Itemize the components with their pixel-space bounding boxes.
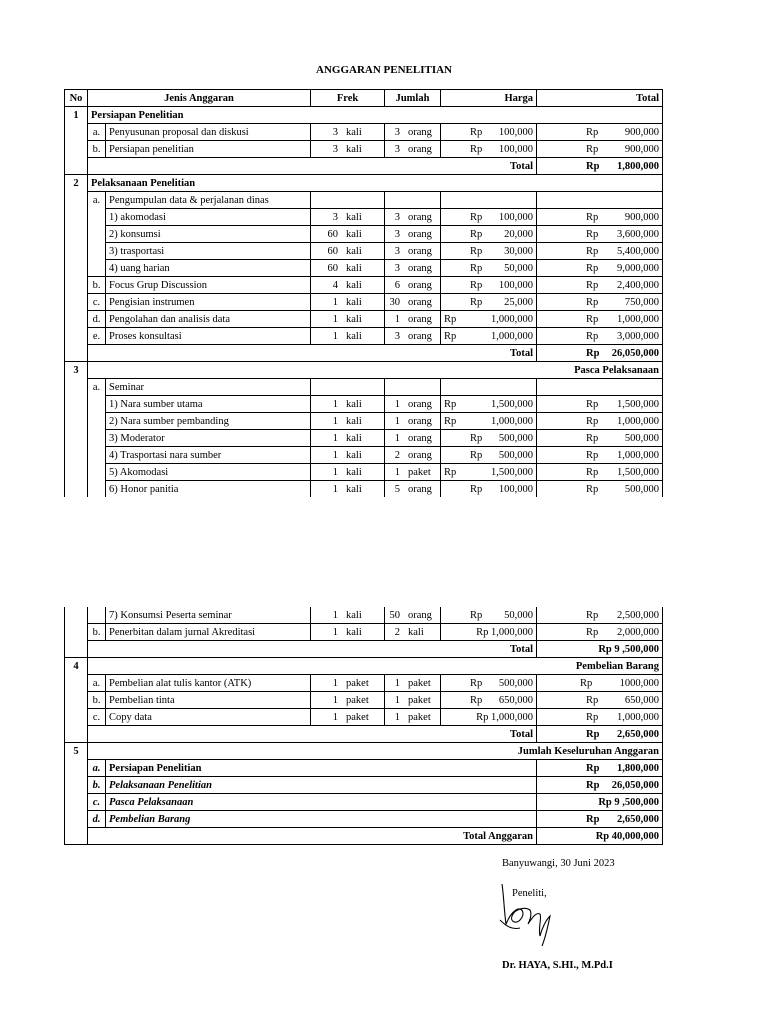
- row-harga: Rp 1,500,000: [441, 396, 537, 413]
- row-name: 4) uang harian: [106, 260, 311, 277]
- row-jumlah: 3 orang: [385, 243, 441, 260]
- row-jumlah: 3 orang: [385, 226, 441, 243]
- grand-total-value: Rp 40,000,000: [537, 828, 663, 845]
- budget-table-part-2: [64, 607, 663, 845]
- table-row: [65, 294, 663, 311]
- row-frek: 60 kali: [311, 260, 385, 277]
- row-letter: a.: [88, 675, 106, 692]
- row-name: Proses konsultasi: [106, 328, 311, 345]
- row-jumlah: 1 orang: [385, 396, 441, 413]
- table-row: [65, 243, 663, 260]
- table-row: [65, 413, 663, 430]
- section-5-title-row: [65, 743, 663, 760]
- row-harga: Rp 1,000,000: [441, 413, 537, 430]
- table-row: [65, 192, 663, 209]
- row-harga: Rp 100,000: [441, 141, 537, 158]
- table-header-row: [65, 90, 663, 107]
- document-title: ANGGARAN PENELITIAN: [316, 64, 452, 76]
- section-2-title-row: [65, 175, 663, 192]
- row-harga: Rp 1,000,000: [441, 311, 537, 328]
- row-name: Copy data: [106, 709, 311, 726]
- row-harga: Rp 500,000: [441, 675, 537, 692]
- header-jumlah: Jumlah: [385, 90, 441, 107]
- section-5-title: Jumlah Keseluruhan Anggaran: [88, 743, 663, 760]
- row-total: Rp 650,000: [537, 692, 663, 709]
- row-name: Pengumpulan data & perjalanan dinas: [106, 192, 311, 209]
- section-1-total-row: [65, 158, 663, 175]
- row-total: Rp 900,000: [537, 209, 663, 226]
- row-harga: Rp 100,000: [441, 209, 537, 226]
- header-no: No: [65, 90, 88, 107]
- row-harga: Rp 500,000: [441, 430, 537, 447]
- row-jumlah: 3 orang: [385, 260, 441, 277]
- section-2-no: 2: [65, 175, 88, 192]
- row-harga: Rp 1,000,000: [441, 709, 537, 726]
- row-name: 3) trasportasi: [106, 243, 311, 260]
- row-letter: b.: [88, 277, 106, 294]
- grand-total-row: [65, 828, 663, 845]
- row-harga: Rp 20,000: [441, 226, 537, 243]
- row-jumlah: 50 orang: [385, 607, 441, 624]
- row-jumlah: 2 orang: [385, 447, 441, 464]
- table-row: [65, 396, 663, 413]
- row-harga: Rp 50,000: [441, 607, 537, 624]
- row-total: Rp 900,000: [537, 124, 663, 141]
- section-2-total-row: [65, 345, 663, 362]
- row-jumlah: 1 paket: [385, 709, 441, 726]
- summary-row: [65, 777, 663, 794]
- row-frek: 1 kali: [311, 624, 385, 641]
- section-3-title: Pasca Pelaksanaan: [88, 362, 663, 379]
- section-3-no: 3: [65, 362, 88, 379]
- summary-row: [65, 760, 663, 777]
- row-jumlah: 3 orang: [385, 141, 441, 158]
- table-row: [65, 624, 663, 641]
- table-row: [65, 226, 663, 243]
- row-frek: 3 kali: [311, 141, 385, 158]
- table-row: [65, 328, 663, 345]
- section-1-title-row: [65, 107, 663, 124]
- signature-city-date: Banyuwangi, 30 Juni 2023: [502, 858, 615, 869]
- row-frek: 3 kali: [311, 209, 385, 226]
- row-letter: d.: [88, 811, 106, 828]
- row-harga: Rp 100,000: [441, 124, 537, 141]
- section-4-total-row: [65, 726, 663, 743]
- summary-row: [65, 794, 663, 811]
- row-name: Pembelian tinta: [106, 692, 311, 709]
- row-jumlah: 1 paket: [385, 675, 441, 692]
- section-3-title-row: [65, 362, 663, 379]
- row-name: Seminar: [106, 379, 311, 396]
- row-total: Rp 1,800,000: [537, 760, 663, 777]
- row-total: Rp 1,000,000: [537, 447, 663, 464]
- header-harga: Harga: [441, 90, 537, 107]
- row-harga: Rp 650,000: [441, 692, 537, 709]
- row-letter: c.: [88, 794, 106, 811]
- section-2-total: Rp 26,050,000: [537, 345, 663, 362]
- row-harga: Rp 1,000,000: [441, 624, 537, 641]
- budget-table-part-1: [64, 89, 663, 497]
- signature-role: Peneliti,: [512, 888, 547, 899]
- section-3-total: Rp 9 ,500,000: [537, 641, 663, 658]
- row-name: 2) Nara sumber pembanding: [106, 413, 311, 430]
- row-jumlah: 3 orang: [385, 328, 441, 345]
- row-jumlah: 1 paket: [385, 464, 441, 481]
- row-total: Rp 1,000,000: [537, 709, 663, 726]
- row-letter: b.: [88, 692, 106, 709]
- row-frek: 1 paket: [311, 692, 385, 709]
- table-row: [65, 481, 663, 498]
- row-name: Penerbitan dalam jurnal Akreditasi: [106, 624, 311, 641]
- section-5-no: 5: [65, 743, 88, 760]
- row-frek: 1 kali: [311, 413, 385, 430]
- row-total: Rp 2,400,000: [537, 277, 663, 294]
- row-jumlah: 1 orang: [385, 430, 441, 447]
- row-frek: 60 kali: [311, 243, 385, 260]
- section-2-title: Pelaksanaan Penelitian: [88, 175, 663, 192]
- table-row: [65, 277, 663, 294]
- row-total: Rp 9,000,000: [537, 260, 663, 277]
- row-name: 5) Akomodasi: [106, 464, 311, 481]
- row-name: Penyusunan proposal dan diskusi: [106, 124, 311, 141]
- table-row: [65, 260, 663, 277]
- section-1-no: 1: [65, 107, 88, 124]
- row-total: Rp 2,650,000: [537, 811, 663, 828]
- row-letter: e.: [88, 328, 106, 345]
- section-4-title: Pembelian Barang: [88, 658, 663, 675]
- row-total: Rp 26,050,000: [537, 777, 663, 794]
- header-total: Total: [537, 90, 663, 107]
- row-name: Pengolahan dan analisis data: [106, 311, 311, 328]
- row-name: 1) Nara sumber utama: [106, 396, 311, 413]
- row-frek: 4 kali: [311, 277, 385, 294]
- section-3-total-row: [65, 641, 663, 658]
- row-frek: 1 kali: [311, 481, 385, 498]
- row-name: Pengisian instrumen: [106, 294, 311, 311]
- row-total: Rp 1000,000: [537, 675, 663, 692]
- section-1-total: Rp 1,800,000: [537, 158, 663, 175]
- row-name: Pembelian alat tulis kantor (ATK): [106, 675, 311, 692]
- table-row: [65, 464, 663, 481]
- row-harga: Rp 100,000: [441, 277, 537, 294]
- row-total: Rp 2,000,000: [537, 624, 663, 641]
- table-row: [65, 379, 663, 396]
- table-row: [65, 141, 663, 158]
- section-1-title: Persiapan Penelitian: [88, 107, 663, 124]
- total-label: Total: [88, 345, 537, 362]
- row-jumlah: 3 orang: [385, 124, 441, 141]
- row-frek: 1 kali: [311, 447, 385, 464]
- row-name: 3) Moderator: [106, 430, 311, 447]
- row-letter: a.: [88, 379, 106, 396]
- table-row: [65, 124, 663, 141]
- table-row: [65, 709, 663, 726]
- row-total: Rp 900,000: [537, 141, 663, 158]
- table-row: [65, 607, 663, 624]
- row-frek: 1 kali: [311, 328, 385, 345]
- row-frek: 1 kali: [311, 607, 385, 624]
- table-row: [65, 675, 663, 692]
- row-frek: 1 kali: [311, 294, 385, 311]
- row-jumlah: 1 paket: [385, 692, 441, 709]
- row-harga: Rp 1,000,000: [441, 328, 537, 345]
- row-name: 1) akomodasi: [106, 209, 311, 226]
- row-total: Rp 500,000: [537, 430, 663, 447]
- header-jenis: Jenis Anggaran: [88, 90, 311, 107]
- handwritten-signature: [496, 880, 566, 950]
- row-letter: b.: [88, 777, 106, 794]
- row-harga: Rp 500,000: [441, 447, 537, 464]
- row-name: 6) Honor panitia: [106, 481, 311, 498]
- row-jumlah: 3 orang: [385, 209, 441, 226]
- row-frek: 1 kali: [311, 464, 385, 481]
- total-label: Total: [88, 158, 537, 175]
- row-harga: Rp 50,000: [441, 260, 537, 277]
- row-jumlah: 1 orang: [385, 311, 441, 328]
- row-letter: b.: [88, 141, 106, 158]
- row-name: Pembelian Barang: [106, 811, 537, 828]
- row-total: Rp 2,500,000: [537, 607, 663, 624]
- row-frek: 3 kali: [311, 124, 385, 141]
- row-letter: a.: [88, 124, 106, 141]
- row-name: Focus Grup Discussion: [106, 277, 311, 294]
- row-total: Rp 1,500,000: [537, 396, 663, 413]
- row-frek: 1 paket: [311, 709, 385, 726]
- row-harga: Rp 1,500,000: [441, 464, 537, 481]
- row-name: 7) Konsumsi Peserta seminar: [106, 607, 311, 624]
- row-letter: d.: [88, 311, 106, 328]
- row-harga: Rp 100,000: [441, 481, 537, 498]
- row-total: Rp 3,600,000: [537, 226, 663, 243]
- row-total: Rp 3,000,000: [537, 328, 663, 345]
- table-row: [65, 209, 663, 226]
- row-name: Persiapan penelitian: [106, 141, 311, 158]
- row-letter: c.: [88, 709, 106, 726]
- grand-total-label: Total Anggaran: [88, 828, 537, 845]
- table-row: [65, 430, 663, 447]
- row-jumlah: 1 orang: [385, 413, 441, 430]
- row-letter: a.: [88, 760, 106, 777]
- row-name: Pasca Pelaksanaan: [106, 794, 537, 811]
- row-name: Pelaksanaan Penelitian: [106, 777, 537, 794]
- row-harga: Rp 25,000: [441, 294, 537, 311]
- section-4-no: 4: [65, 658, 88, 675]
- row-jumlah: 5 orang: [385, 481, 441, 498]
- row-frek: 1 kali: [311, 396, 385, 413]
- total-label: Total: [88, 726, 537, 743]
- signature-name: Dr. HAYA, S.HI., M.Pd.I: [502, 960, 613, 971]
- table-row: [65, 447, 663, 464]
- table-row: [65, 311, 663, 328]
- row-jumlah: 30 orang: [385, 294, 441, 311]
- row-total: Rp 750,000: [537, 294, 663, 311]
- row-frek: 1 kali: [311, 311, 385, 328]
- row-jumlah: 2 kali: [385, 624, 441, 641]
- row-letter: a.: [88, 192, 106, 209]
- row-letter: b.: [88, 624, 106, 641]
- row-name: 2) konsumsi: [106, 226, 311, 243]
- row-frek: 1 paket: [311, 675, 385, 692]
- row-total: Rp 1,500,000: [537, 464, 663, 481]
- row-name: 4) Trasportasi nara sumber: [106, 447, 311, 464]
- header-frek: Frek: [311, 90, 385, 107]
- section-4-total: Rp 2,650,000: [537, 726, 663, 743]
- summary-row: [65, 811, 663, 828]
- table-row: [65, 692, 663, 709]
- row-total: Rp 1,000,000: [537, 311, 663, 328]
- row-frek: 60 kali: [311, 226, 385, 243]
- row-harga: Rp 30,000: [441, 243, 537, 260]
- row-name: Persiapan Penelitian: [106, 760, 537, 777]
- row-total: Rp 5,400,000: [537, 243, 663, 260]
- row-total: Rp 1,000,000: [537, 413, 663, 430]
- row-jumlah: 6 orang: [385, 277, 441, 294]
- total-label: Total: [88, 641, 537, 658]
- row-total: Rp 9 ,500,000: [537, 794, 663, 811]
- row-total: Rp 500,000: [537, 481, 663, 498]
- row-letter: c.: [88, 294, 106, 311]
- row-frek: 1 kali: [311, 430, 385, 447]
- section-4-title-row: [65, 658, 663, 675]
